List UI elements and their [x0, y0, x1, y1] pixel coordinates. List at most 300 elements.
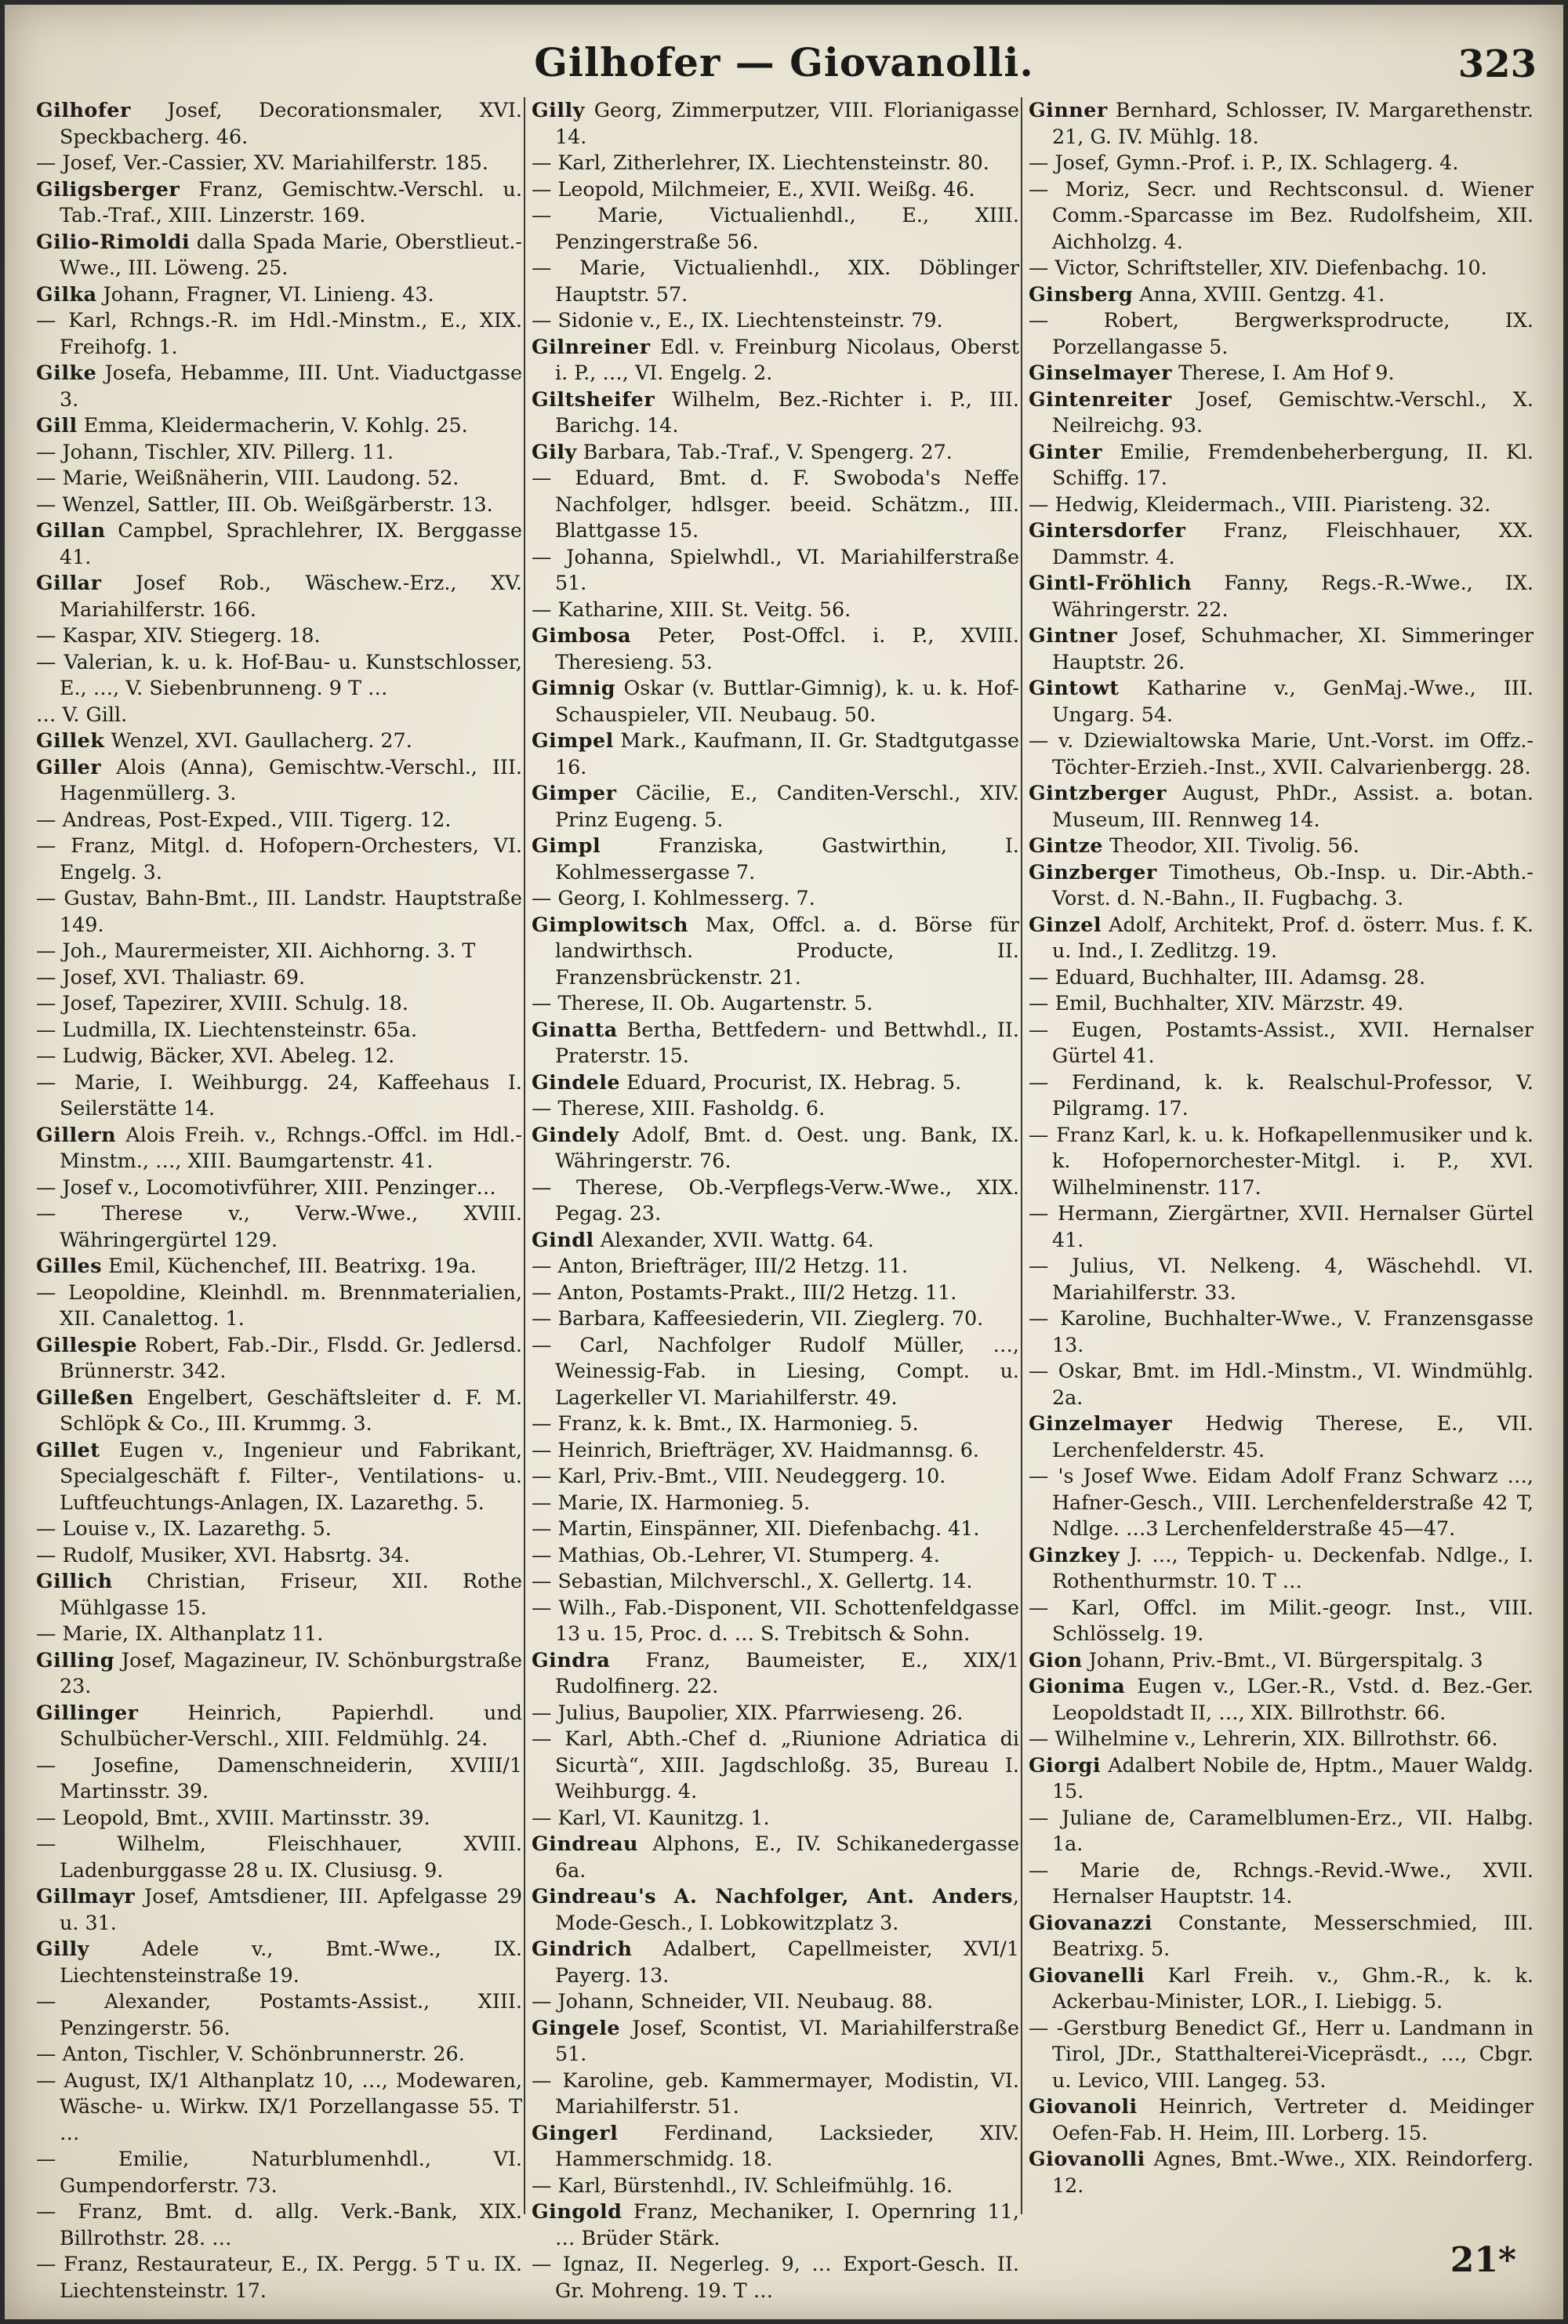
- directory-entry: [532, 2199, 1019, 2251]
- entry-details: Eugen v., Ingenieur und Fabrikant, Specialgeschäft f. Filter-, Ventilations- u. Luftfeuchtungs-Anlagen, IX. Lazarethg. 5.: [60, 1437, 522, 1514]
- entry-surname: Gillern: [36, 1122, 117, 1146]
- entry-details: — Johanna, Spielwhdl., VI. Mariahilferstraße 51.: [532, 544, 1019, 594]
- directory-entry: [36, 1568, 522, 1621]
- entry-details: Edl. v. Freinburg Nicolaus, Oberst i. P., …, VI. Engelg. 2.: [555, 334, 1019, 384]
- directory-entry: [36, 1516, 522, 1542]
- entry-details: — Ludmilla, IX. Liechtensteinstr. 65a.: [36, 1017, 418, 1041]
- entry-surname: Gintzberger: [1029, 781, 1167, 804]
- entry-surname: Gilling: [36, 1647, 114, 1672]
- entry-surname: Giligsberger: [36, 176, 180, 201]
- entry-details: Josef, Scontist, VI. Mariahilferstraße 51.: [555, 2015, 1019, 2065]
- directory-entry: [1029, 780, 1534, 833]
- entry-details: Adele v., Bmt.-Wwe., IX. Liechtensteinstraße 19.: [60, 1937, 522, 1987]
- directory-entry: [532, 675, 1019, 728]
- directory-entry: [36, 1542, 522, 1569]
- entry-details: Emilie, Fremdenbeherbergung, II. Kl. Schiffg. 17.: [1052, 439, 1534, 489]
- entry-details: — Therese v., Verw.-Wwe., XVIII. Währingergürtel 129.: [36, 1201, 522, 1251]
- entry-details: — Carl, Nachfolger Rudolf Müller, …, Weinessig-Fab. in Liesing, Compt. u. Lagerkeller VI. Mariahilferstr. 49.: [532, 1332, 1019, 1409]
- directory-entry: [1029, 492, 1534, 518]
- entry-details: — Juliane de, Caramelblumen-Erz., VII. Halbg. 1a.: [1029, 1805, 1534, 1855]
- entry-surname: Gingold: [532, 2199, 622, 2223]
- column-3: [1029, 97, 1534, 2230]
- entry-surname: Gindl: [532, 1227, 594, 1251]
- entry-details: Hedwig Therese, E., VII. Lerchenfelderstr. 45.: [1052, 1411, 1534, 1462]
- entry-details: … V. Gill.: [36, 702, 128, 726]
- entry-details: — Karoline, Buchhalter-Wwe., V. Franzensgasse 13.: [1029, 1306, 1534, 1356]
- entry-details: — Julius, VI. Nelkeng. 4, Wäschehdl. VI. Mariahilferstr. 33.: [1029, 1254, 1534, 1304]
- directory-entry: [36, 754, 522, 807]
- entry-surname: Gindele: [532, 1069, 620, 1094]
- directory-entry: [36, 964, 522, 991]
- entry-details: — Eduard, Buchhalter, III. Adamsg. 28.: [1029, 964, 1426, 989]
- entry-surname: Gillek: [36, 728, 105, 752]
- entry-surname: Gimplowitsch: [532, 912, 688, 936]
- directory-entry: [1029, 1857, 1534, 1910]
- directory-entry: [1029, 2146, 1534, 2199]
- entry-details: J. …, Teppich- u. Deckenfab. Ndlge., I. Rothenthurmstr. 10. T …: [1052, 1542, 1534, 1592]
- entry-surname: Giovanelli: [1029, 1963, 1145, 1987]
- directory-entry: [1029, 623, 1534, 675]
- directory-entry: [1029, 1017, 1534, 1069]
- directory-entry: [1029, 1305, 1534, 1358]
- directory-entry: [532, 1122, 1019, 1175]
- entry-details: — Therese, Ob.-Verpflegs-Verw.-Wwe., XIX. Pegag. 23.: [532, 1175, 1019, 1225]
- entry-surname: Ginselmayer: [1029, 361, 1172, 384]
- directory-entry: [532, 2068, 1019, 2120]
- directory-entry: [532, 1095, 1019, 1122]
- directory-entry: [36, 1647, 522, 1700]
- directory-entry: [36, 439, 522, 466]
- entry-details: Constante, Messerschmied, III. Beatrixg. 5.: [1052, 1910, 1534, 1960]
- entry-details: — Josef v., Locomotivführer, XIII. Penzinger…: [36, 1175, 496, 1199]
- directory-entry: [532, 1726, 1019, 1805]
- entry-surname: Gintze: [1029, 833, 1104, 857]
- entry-details: — Joh., Maurermeister, XII. Aichhorng. 3. T: [36, 939, 476, 962]
- entry-surname: Gion: [1029, 1647, 1083, 1672]
- directory-entry: [532, 439, 1019, 466]
- entry-surname: Ginzelmayer: [1029, 1411, 1173, 1435]
- entry-details: — v. Dziewialtowska Marie, Unt.-Vorst. im Offz.-Töchter-Erzieh.-Inst., XVII. Calvarienbergg. 28.: [1029, 728, 1534, 779]
- entry-details: — Marie, Weißnäherin, VIII. Laudong. 52.: [36, 466, 459, 489]
- column-1: [36, 97, 522, 2302]
- entry-details: Franz, Fleischhauer, XX. Dammstr. 4.: [1052, 518, 1534, 568]
- entry-details: — Victor, Schriftsteller, XIV. Diefenbachg. 10.: [1029, 256, 1487, 279]
- entry-details: — August, IX/1 Althanplatz 10, …, Modewaren, Wäsche- u. Wirkw. IX/1 Porzellangasse 55. T …: [36, 2068, 522, 2144]
- directory-entry: [36, 807, 522, 833]
- entry-surname: Giovanolli: [1029, 2147, 1145, 2170]
- directory-entry: [36, 885, 522, 938]
- directory-entry: [1029, 1647, 1534, 1674]
- directory-entry: [36, 281, 522, 308]
- entry-details: — Hedwig, Kleidermach., VIII. Piaristeng. 32.: [1029, 492, 1491, 516]
- directory-entry: [36, 1988, 522, 2041]
- entry-details: Franz, Mechaniker, I. Opernring 11, … Brüder Stärk.: [555, 2199, 1019, 2250]
- entry-details: Franz, Gemischtw.-Verschl. u. Tab.-Traf., XIII. Linzerstr. 169.: [60, 176, 522, 227]
- directory-entry: [1029, 1200, 1534, 1253]
- entry-surname: Gindely: [532, 1122, 619, 1146]
- directory-entry: [1029, 360, 1534, 387]
- entry-surname: Gillet: [36, 1437, 100, 1462]
- directory-entry: [1029, 387, 1534, 439]
- directory-entry: [532, 1069, 1019, 1096]
- directory-entry: [1029, 2093, 1534, 2146]
- directory-entry: [1029, 1542, 1534, 1595]
- directory-entry: [532, 255, 1019, 307]
- entry-details: — Julius, Baupolier, XIX. Pfarrwieseng. 26.: [532, 1700, 964, 1724]
- entry-details: Karl Freih. v., Ghm.-R., k. k. Ackerbau-Minister, LOR., I. Liebigg. 5.: [1052, 1963, 1534, 2013]
- directory-entry: [36, 1280, 522, 1332]
- entry-surname: Gillmayr: [36, 1884, 136, 1908]
- directory-entry: [1029, 307, 1534, 360]
- directory-entry: [532, 728, 1019, 780]
- entry-details: — Franz, Restaurateur, E., IX. Pergg. 5 T u. IX. Liechtensteinstr. 17.: [36, 2252, 522, 2302]
- entry-surname: Giovanazzi: [1029, 1910, 1152, 1934]
- directory-entry: [532, 833, 1019, 885]
- entry-details: — Emil, Buchhalter, XIV. Märzstr. 49.: [1029, 991, 1404, 1015]
- entry-details: Wenzel, XVI. Gaullacherg. 27.: [104, 728, 412, 752]
- entry-details: Georg, Zimmerputzer, VIII. Florianigasse 14.: [555, 98, 1019, 148]
- entry-surname: Gintenreiter: [1029, 387, 1172, 411]
- directory-entry: [1029, 1595, 1534, 1647]
- entry-details: — 's Josef Wwe. Eidam Adolf Franz Schwarz …, Hafner-Gesch., VIII. Lerchenfelderstraße 42 T, Ndlge. …3 Lerchenfelderstraße 45—47.: [1029, 1464, 1534, 1540]
- entry-details: — Johann, Tischler, XIV. Pillerg. 11.: [36, 439, 394, 463]
- directory-entry: [532, 1175, 1019, 1227]
- directory-entry: [1029, 176, 1534, 256]
- directory-entry: [532, 1883, 1019, 1936]
- entry-details: — Therese, XIII. Fasholdg. 6.: [532, 1096, 826, 1120]
- entry-details: Heinrich, Papierhdl. und Schulbücher-Verschl., XIII. Feldmühlg. 24.: [60, 1700, 522, 1750]
- entry-details: — Andreas, Post-Exped., VIII. Tigerg. 12.: [36, 807, 452, 831]
- directory-entry: [36, 1017, 522, 1044]
- entry-details: Adalbert Nobile de, Hptm., Mauer Waldg. 15.: [1052, 1752, 1534, 1803]
- entry-details: — Josef, Ver.-Cassier, XV. Mariahilferstr. 185.: [36, 151, 488, 174]
- entry-details: — Ignaz, II. Negerleg. 9, … Export-Gesch. II. Gr. Mohreng. 19. T …: [532, 2252, 1019, 2302]
- entry-details: — Josef, Gymn.-Prof. i. P., IX. Schlagerg. 4.: [1029, 151, 1459, 174]
- directory-entry: [1029, 912, 1534, 964]
- directory-entry: [36, 176, 522, 229]
- directory-entry: [36, 1253, 522, 1280]
- entry-details: Robert, Fab.-Dir., Flsdd. Gr. Jedlersd. Brünnerstr. 342.: [60, 1332, 522, 1382]
- entry-surname: Ginsberg: [1029, 281, 1134, 306]
- entry-details: Therese, I. Am Hof 9.: [1172, 361, 1395, 384]
- entry-details: — Oskar, Bmt. im Hdl.-Minstm., VI. Windmühlg. 2a.: [1029, 1359, 1534, 1409]
- directory-entry: [1029, 859, 1534, 912]
- directory-entry: [1029, 1463, 1534, 1542]
- entry-details: dalla Spada Marie, Oberstlieut.-Wwe., III. Löweng. 25.: [60, 229, 522, 279]
- directory-entry: [532, 544, 1019, 597]
- entry-details: Franziska, Gastwirthin, I. Kohlmessergasse 7.: [555, 833, 1019, 884]
- entry-details: — Marie, IX. Harmonieg. 5.: [532, 1490, 811, 1514]
- directory-entry: [532, 307, 1019, 334]
- page-title: Gilhofer — Giovanolli.: [534, 39, 1034, 85]
- directory-entry: [532, 465, 1019, 544]
- directory-entry: [1029, 1358, 1534, 1411]
- entry-surname: Gingerl: [532, 2120, 619, 2144]
- entry-surname: Gintner: [1029, 623, 1118, 647]
- directory-entry: [36, 97, 522, 150]
- entry-details: — Louise v., IX. Lazarethg. 5.: [36, 1516, 332, 1540]
- directory-entry: [1029, 1069, 1534, 1122]
- entry-details: Theodor, XII. Tivolig. 56.: [1103, 833, 1359, 857]
- directory-entry: [36, 623, 522, 649]
- entry-details: — Marie de, Rchngs.-Revid.-Wwe., XVII. Hernalser Hauptstr. 14.: [1029, 1857, 1534, 1908]
- entry-details: Ferdinand, Lacksieder, XIV. Hammerschmidg. 18.: [555, 2120, 1019, 2170]
- directory-entry: [36, 1175, 522, 1201]
- entry-details: Josef, Decorationsmaler, XVI. Speckbacherg. 46.: [60, 98, 522, 148]
- entry-details: Engelbert, Geschäftsleiter d. F. M. Schlöpk & Co., III. Krummg. 3.: [60, 1385, 522, 1435]
- entry-details: Campbel, Sprachlehrer, IX. Berggasse 41.: [60, 518, 522, 568]
- directory-entry: [36, 492, 522, 518]
- directory-entry: [36, 229, 522, 281]
- entry-details: Adolf, Architekt, Prof. d. österr. Mus. f. K. u. Ind., I. Zedlitzg. 19.: [1052, 912, 1534, 962]
- entry-details: — Anton, Briefträger, III/2 Hetzg. 11.: [532, 1254, 909, 1277]
- directory-entry: [532, 387, 1019, 439]
- entry-surname: Gilka: [36, 281, 97, 306]
- directory-entry: [36, 465, 522, 492]
- directory-entry: [36, 360, 522, 412]
- entry-details: — Josefine, Damenschneiderin, XVIII/1 Martinsstr. 39.: [36, 1752, 522, 1803]
- entry-surname: Gillich: [36, 1569, 113, 1592]
- entry-details: — Karl, Rchngs.-R. im Hdl.-Minstm., E., XIX. Freihofg. 1.: [36, 308, 522, 358]
- entry-surname: Gilnreiner: [532, 334, 651, 358]
- directory-entry: [1029, 728, 1534, 780]
- entry-details: — Marie, I. Weihburgg. 24, Kaffeehaus I. Seilerstätte 14.: [36, 1069, 522, 1120]
- directory-entry: [1029, 675, 1534, 728]
- entry-details: — Karl, Abth.-Chef d. „Riunione Adriatica di Sicurtà“, XIII. Jagdschloßg. 35, Bureau I. Weihburgg. 4.: [532, 1727, 1019, 1803]
- entry-surname: Ginter: [1029, 439, 1103, 463]
- directory-page: [5, 5, 1563, 2319]
- directory-entry: [36, 2068, 522, 2147]
- directory-entry: [1029, 517, 1534, 570]
- entry-surname: Gintersdorfer: [1029, 518, 1186, 542]
- entry-surname: Gimper: [532, 781, 617, 804]
- entry-surname: Gindra: [532, 1647, 611, 1672]
- directory-entry: [36, 1200, 522, 1253]
- directory-entry: [532, 97, 1019, 150]
- entry-details: Mark., Kaufmann, II. Gr. Stadtgutgasse 16.: [555, 728, 1019, 779]
- directory-entry: [532, 1411, 1019, 1437]
- directory-entry: [36, 990, 522, 1017]
- entry-details: — Heinrich, Briefträger, XV. Haidmannsg. 6.: [532, 1437, 980, 1462]
- entry-surname: Gimbosa: [532, 623, 632, 647]
- entry-details: Emma, Kleidermacherin, V. Kohlg. 25.: [77, 413, 468, 437]
- entry-surname: Gindreau: [532, 1832, 638, 1855]
- directory-entry: [532, 1253, 1019, 1280]
- entry-surname: Gilhofer: [36, 98, 131, 122]
- entry-surname: Gillinger: [36, 1700, 139, 1724]
- entry-details: — Eugen, Postamts-Assist., XVII. Hernalser Gürtel 41.: [1029, 1017, 1534, 1067]
- directory-entry: [36, 2199, 522, 2251]
- entry-details: Alphons, E., IV. Schikanedergasse 6a.: [555, 1832, 1019, 1882]
- entry-details: Alois (Anna), Gemischtw.-Verschl., III. Hagenmüllerg. 3.: [60, 754, 522, 804]
- directory-entry: [532, 334, 1019, 387]
- directory-entry: [36, 833, 522, 885]
- entry-surname: Ginzel: [1029, 912, 1102, 936]
- directory-entry: [532, 176, 1019, 203]
- directory-entry: [532, 1280, 1019, 1306]
- entry-details: Johann, Fragner, VI. Linieng. 43.: [96, 281, 434, 306]
- entry-details: — Robert, Bergwerksprodructe, IX. Porzellangasse 5.: [1029, 308, 1534, 358]
- entry-details: Fanny, Regs.-R.-Wwe., IX. Währingerstr. 22.: [1052, 571, 1534, 621]
- entry-details: — Karoline, geb. Kammermayer, Modistin, VI. Mariahilferstr. 51.: [532, 2068, 1019, 2118]
- entry-surname: Gindrich: [532, 1937, 633, 1960]
- entry-details: — Valerian, k. u. k. Hof-Bau- u. Kunstschlosser, E., …, V. Siebenbrunneng. 9 T …: [36, 649, 522, 699]
- entry-details: Max, Offcl. a. d. Börse für landwirthsch. Producte, II. Franzensbrückenstr. 21.: [555, 912, 1019, 989]
- entry-details: — Josef, XVI. Thaliastr. 69.: [36, 964, 306, 989]
- directory-entry: [36, 1043, 522, 1069]
- entry-details: — Marie, IX. Althanplatz 11.: [36, 1621, 324, 1645]
- directory-entry: [532, 150, 1019, 176]
- directory-entry: [532, 780, 1019, 833]
- entry-details: — Wilhelmine v., Lehrerin, XIX. Billrothstr. 66.: [1029, 1727, 1498, 1750]
- entry-details: Barbara, Tab.-Traf., V. Spengerg. 27.: [576, 439, 953, 463]
- entry-surname: Ginzkey: [1029, 1542, 1120, 1567]
- directory-entry: [1029, 1910, 1534, 1963]
- directory-entry: [532, 990, 1019, 1017]
- entry-details: — Karl, Priv.-Bmt., VIII. Neudeggerg. 10.: [532, 1464, 946, 1487]
- entry-details: — Emilie, Naturblumenhdl., VI. Gumpendorferstr. 73.: [36, 2147, 522, 2197]
- entry-details: — Alexander, Postamts-Assist., XIII. Penzingerstr. 56.: [36, 1989, 522, 2039]
- directory-entry: [1029, 1122, 1534, 1201]
- directory-entry: [36, 702, 522, 728]
- entry-details: — Anton, Postamts-Prakt., III/2 Hetzg. 11.: [532, 1280, 957, 1304]
- entry-surname: Gionima: [1029, 1674, 1126, 1698]
- entry-surname: Gill: [36, 413, 78, 437]
- entry-details: Adalbert, Capellmeister, XVI/1 Payerg. 13.: [555, 1937, 1019, 1987]
- entry-details: Johann, Priv.-Bmt., VI. Bürgerspitalg. 3: [1082, 1647, 1483, 1672]
- entry-details: Katharine v., GenMaj.-Wwe., III. Ungarg. 54.: [1052, 676, 1534, 726]
- directory-entry: [36, 1805, 522, 1832]
- directory-entry: [1029, 833, 1534, 859]
- entry-details: Anna, XVIII. Gentzg. 41.: [1133, 281, 1385, 306]
- directory-entry: [36, 728, 522, 754]
- directory-entry: [532, 912, 1019, 991]
- entry-details: Wilhelm, Bez.-Richter i. P., III. Barichg. 14.: [555, 387, 1019, 437]
- directory-entry: [1029, 1411, 1534, 1463]
- entry-details: Heinrich, Vertreter d. Meidinger Oefen-Fab. H. Heim, III. Lorberg. 15.: [1052, 2094, 1534, 2144]
- column-divider: [524, 97, 525, 2214]
- entry-details: Alois Freih. v., Rchngs.-Offcl. im Hdl.-Minstm., …, XIII. Baumgartenstr. 41.: [60, 1122, 522, 1172]
- entry-details: — Ferdinand, k. k. Realschul-Professor, V. Pilgramg. 17.: [1029, 1069, 1534, 1120]
- entry-details: — Marie, Victualienhdl., XIX. Döblinger Hauptstr. 57.: [532, 256, 1019, 306]
- entry-details: Agnes, Bmt.-Wwe., XIX. Reindorferg. 12.: [1052, 2147, 1534, 2197]
- directory-entry: [1029, 570, 1534, 623]
- entry-details: Bertha, Bettfedern- und Bettwhdl., II. Praterstr. 15.: [555, 1017, 1019, 1067]
- entry-details: Oskar (v. Buttlar-Gimnig), k. u. k. Hof-Schauspieler, VII. Neubaug. 50.: [555, 676, 1019, 726]
- directory-entry: [1029, 964, 1534, 991]
- entry-details: — Sebastian, Milchverschl., X. Gellertg. 14.: [532, 1569, 973, 1592]
- entry-details: — -Gerstburg Benedict Gf., Herr u. Landmann in Tirol, JDr., Statthalterei-Vicepräsdt., …, Cbgr. u. Levico, VIII. Langeg. 53.: [1029, 2015, 1534, 2092]
- entry-details: August, PhDr., Assist. a. botan. Museum, III. Rennweg 14.: [1052, 781, 1534, 831]
- entry-surname: Gilio-Rimoldi: [36, 229, 191, 253]
- directory-entry: [36, 938, 522, 964]
- directory-entry: [532, 2251, 1019, 2304]
- directory-entry: [36, 1069, 522, 1122]
- entry-details: — Gustav, Bahn-Bmt., III. Landstr. Hauptstraße 149.: [36, 886, 522, 936]
- entry-surname: Gindreau's A. Nachfolger, Ant. Anders: [532, 1884, 1013, 1908]
- directory-entry: [532, 1017, 1019, 1069]
- directory-entry: [36, 517, 522, 570]
- directory-entry: [532, 1490, 1019, 1516]
- entry-details: Josef, Schuhmacher, XI. Simmeringer Hauptstr. 26.: [1052, 623, 1534, 674]
- directory-entry: [36, 1936, 522, 1988]
- directory-entry: [532, 202, 1019, 255]
- directory-entry: [36, 2041, 522, 2068]
- directory-entry: [36, 150, 522, 176]
- entry-surname: Gingele: [532, 2015, 620, 2039]
- entry-surname: Gintl-Fröhlich: [1029, 571, 1192, 594]
- entry-details: Eugen v., LGer.-R., Vstd. d. Bez.-Ger. Leopoldstadt II, …, XIX. Billrothstr. 66.: [1052, 1674, 1534, 1724]
- directory-entry: [1029, 1805, 1534, 1857]
- entry-surname: Giltsheifer: [532, 387, 655, 411]
- directory-entry: [1029, 1673, 1534, 1726]
- entry-details: , Mode-Gesch., I. Lobkowitzplatz 3.: [555, 1884, 1019, 1934]
- directory-entry: [532, 1437, 1019, 1464]
- directory-entry: [1029, 1726, 1534, 1752]
- entry-details: — Kaspar, XIV. Stiegerg. 18.: [36, 623, 321, 647]
- entry-details: Emil, Küchenchef, III. Beatrixg. 19a.: [102, 1254, 477, 1277]
- directory-entry: [532, 1700, 1019, 1727]
- entry-surname: Gily: [532, 439, 577, 463]
- entry-details: Cäcilie, E., Canditen-Verschl., XIV. Prinz Eugeng. 5.: [555, 781, 1019, 831]
- entry-details: Josefa, Hebamme, III. Unt. Viaductgasse 3.: [60, 361, 522, 411]
- entry-details: Timotheus, Ob.-Insp. u. Dir.-Abth.-Vorst. d. N.-Bahn., II. Fugbachg. 3.: [1052, 859, 1534, 910]
- entry-details: Josef, Gemischtw.-Verschl., X. Neilreichg. 93.: [1052, 387, 1534, 437]
- directory-entry: [36, 2251, 522, 2304]
- entry-details: — Wilh., Fab.-Disponent, VII. Schottenfeldgasse 13 u. 15, Proc. d. … S. Trebitsch & Sohn.: [532, 1595, 1019, 1645]
- directory-entry: [1029, 97, 1534, 150]
- directory-entry: [36, 1700, 522, 1752]
- entry-details: — Franz, Mitgl. d. Hofopern-Orchesters, VI. Engelg. 3.: [36, 833, 522, 884]
- entry-details: Josef Rob., Wäschew.-Erz., XV. Mariahilferstr. 166.: [60, 571, 522, 621]
- entry-details: — Franz Karl, k. u. k. Hofkapellenmusiker und k. k. Hofopernorchester-Mitgl. i. P., XVI. Wilhelminenstr. 117.: [1029, 1122, 1534, 1199]
- directory-entry: [532, 1595, 1019, 1647]
- entry-surname: Gilles: [36, 1254, 103, 1277]
- directory-entry: [532, 2015, 1019, 2068]
- directory-entry: [36, 1332, 522, 1385]
- entry-surname: Gilly: [532, 98, 585, 122]
- directory-entry: [1029, 1752, 1534, 1805]
- directory-entry: [532, 2173, 1019, 2199]
- entry-details: — Franz, Bmt. d. allg. Verk.-Bank, XIX. Billrothstr. 28. …: [36, 2199, 522, 2250]
- directory-entry: [36, 2146, 522, 2199]
- entry-details: — Karl, Offcl. im Milit.-geogr. Inst., VIII. Schlösselg. 19.: [1029, 1595, 1534, 1645]
- directory-entry: [36, 1831, 522, 1883]
- entry-details: — Leopoldine, Kleinhdl. m. Brennmaterialien, XII. Canalettog. 1.: [36, 1280, 522, 1330]
- directory-entry: [1029, 150, 1534, 176]
- entry-surname: Giller: [36, 754, 102, 779]
- directory-entry: [532, 1988, 1019, 2015]
- entry-details: — Hermann, Ziergärtner, XVII. Hernalser Gürtel 41.: [1029, 1201, 1534, 1251]
- entry-details: — Katharine, XIII. St. Veitg. 56.: [532, 597, 851, 621]
- entry-details: — Eduard, Bmt. d. F. Swoboda's Neffe Nachfolger, hdlsger. beeid. Schätzm., III. Blattgasse 15.: [532, 466, 1019, 542]
- entry-details: — Rudolf, Musiker, XVI. Habsrtg. 34.: [36, 1542, 410, 1567]
- entry-surname: Gillespie: [36, 1332, 138, 1356]
- directory-entry: [36, 307, 522, 360]
- directory-entry: [1029, 281, 1534, 308]
- entry-details: — Georg, I. Kohlmesserg. 7.: [532, 886, 815, 910]
- entry-details: — Karl, VI. Kaunitzg. 1.: [532, 1805, 770, 1829]
- directory-entry: [36, 412, 522, 439]
- entry-surname: Gilleßen: [36, 1385, 134, 1409]
- directory-entry: [532, 1463, 1019, 1490]
- entry-details: Peter, Post-Offcl. i. P., XVIII. Theresieng. 53.: [555, 623, 1019, 674]
- directory-entry: [36, 649, 522, 702]
- directory-entry: [532, 1227, 1019, 1254]
- entry-details: Christian, Friseur, XII. Rothe Mühlgasse 15.: [60, 1569, 522, 1619]
- entry-details: — Ludwig, Bäcker, XVI. Abeleg. 12.: [36, 1044, 395, 1067]
- directory-entry: [36, 1752, 522, 1805]
